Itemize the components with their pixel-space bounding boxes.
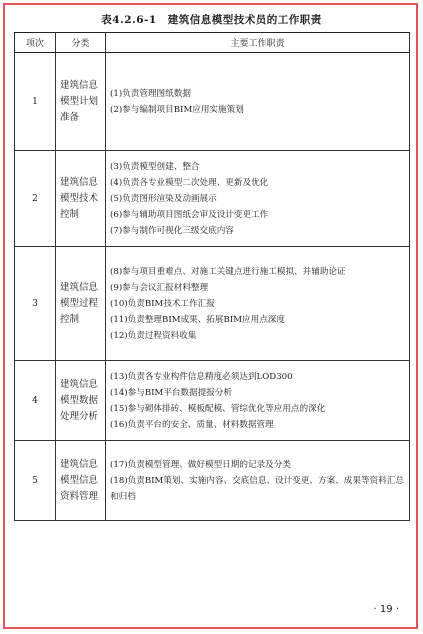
duty-item: (4)负责各专业模型二次处理、更新及优化	[110, 177, 269, 188]
duty-item: (2)参与编制项目BIM应用实施策划	[110, 104, 244, 115]
header-category: 分类	[56, 33, 106, 53]
table-row	[15, 53, 410, 151]
duty-item: (8)参与项目重难点、对施工关键点进行施工模拟、并辅助论证	[110, 266, 346, 277]
row-seq: 1	[15, 53, 56, 151]
table-header-row	[15, 33, 410, 53]
table-row	[15, 151, 410, 247]
row-duties	[106, 53, 410, 151]
duty-item: (7)参与制作可视化三级交底内容	[110, 225, 234, 236]
duty-item: (18)负责BIM策划、实施内容、交底信息、设计变更、方案、成果等资料汇总和归档	[110, 475, 404, 502]
row-seq: 2	[15, 151, 56, 247]
duty-item: (10)负责BIM技术工作汇报	[110, 298, 215, 309]
table-row	[15, 247, 410, 361]
header-seq: 项次	[15, 33, 56, 53]
category-text: 建筑信息模型信息资料管理	[60, 458, 99, 502]
row-seq: 5	[15, 441, 56, 521]
row-seq: 4	[15, 361, 56, 441]
header-duties: 主要工作职责	[106, 33, 410, 53]
row-seq: 3	[15, 247, 56, 361]
duty-item: (14)参与BIM平台数据提报分析	[110, 387, 233, 398]
duty-item: (12)负责过程资料收集	[110, 330, 197, 341]
duty-table	[14, 32, 410, 521]
duty-item: (15)参与砌体排砖、模板配模、管综优化等应用点的深化	[110, 403, 326, 414]
row-category	[56, 247, 106, 361]
row-category	[56, 441, 106, 521]
duty-item: (5)负责图形渲染及动画展示	[110, 193, 217, 204]
row-duties	[106, 441, 410, 521]
row-category	[56, 151, 106, 247]
category-text: 建筑信息模型数据处理分析	[60, 378, 99, 422]
duty-item: (11)负责整理BIM成果、拓展BIM应用点深度	[110, 314, 285, 325]
table-title: 表4.2.6-1 建筑信息模型技术员的工作职责	[101, 14, 322, 26]
duty-item: (1)负责管理图纸数据	[110, 88, 191, 99]
row-category	[56, 361, 106, 441]
row-duties	[106, 151, 410, 247]
duty-item: (16)负责平台的安全、质量、材料数据管理	[110, 419, 274, 430]
category-text: 建筑信息模型技术控制	[60, 176, 99, 220]
duty-item: (9)参与会议汇报材料整理	[110, 282, 209, 293]
table-row	[15, 361, 410, 441]
page-number: · 19 ·	[373, 604, 399, 615]
table-row	[15, 441, 410, 521]
duty-item: (17)负责模型管理、做好模型日期的记录及分类	[110, 459, 291, 470]
row-duties	[106, 361, 410, 441]
row-category	[56, 53, 106, 151]
category-text: 建筑信息模型计划准备	[60, 79, 99, 123]
duty-item: (3)负责模型创建、整合	[110, 161, 200, 172]
duty-item: (13)负责各专业构件信息精度必须达到LOD300	[110, 371, 293, 382]
duty-item: (6)参与辅助项目图纸会审及设计变更工作	[110, 209, 269, 220]
row-duties	[106, 247, 410, 361]
category-text: 建筑信息模型过程控制	[60, 281, 99, 325]
